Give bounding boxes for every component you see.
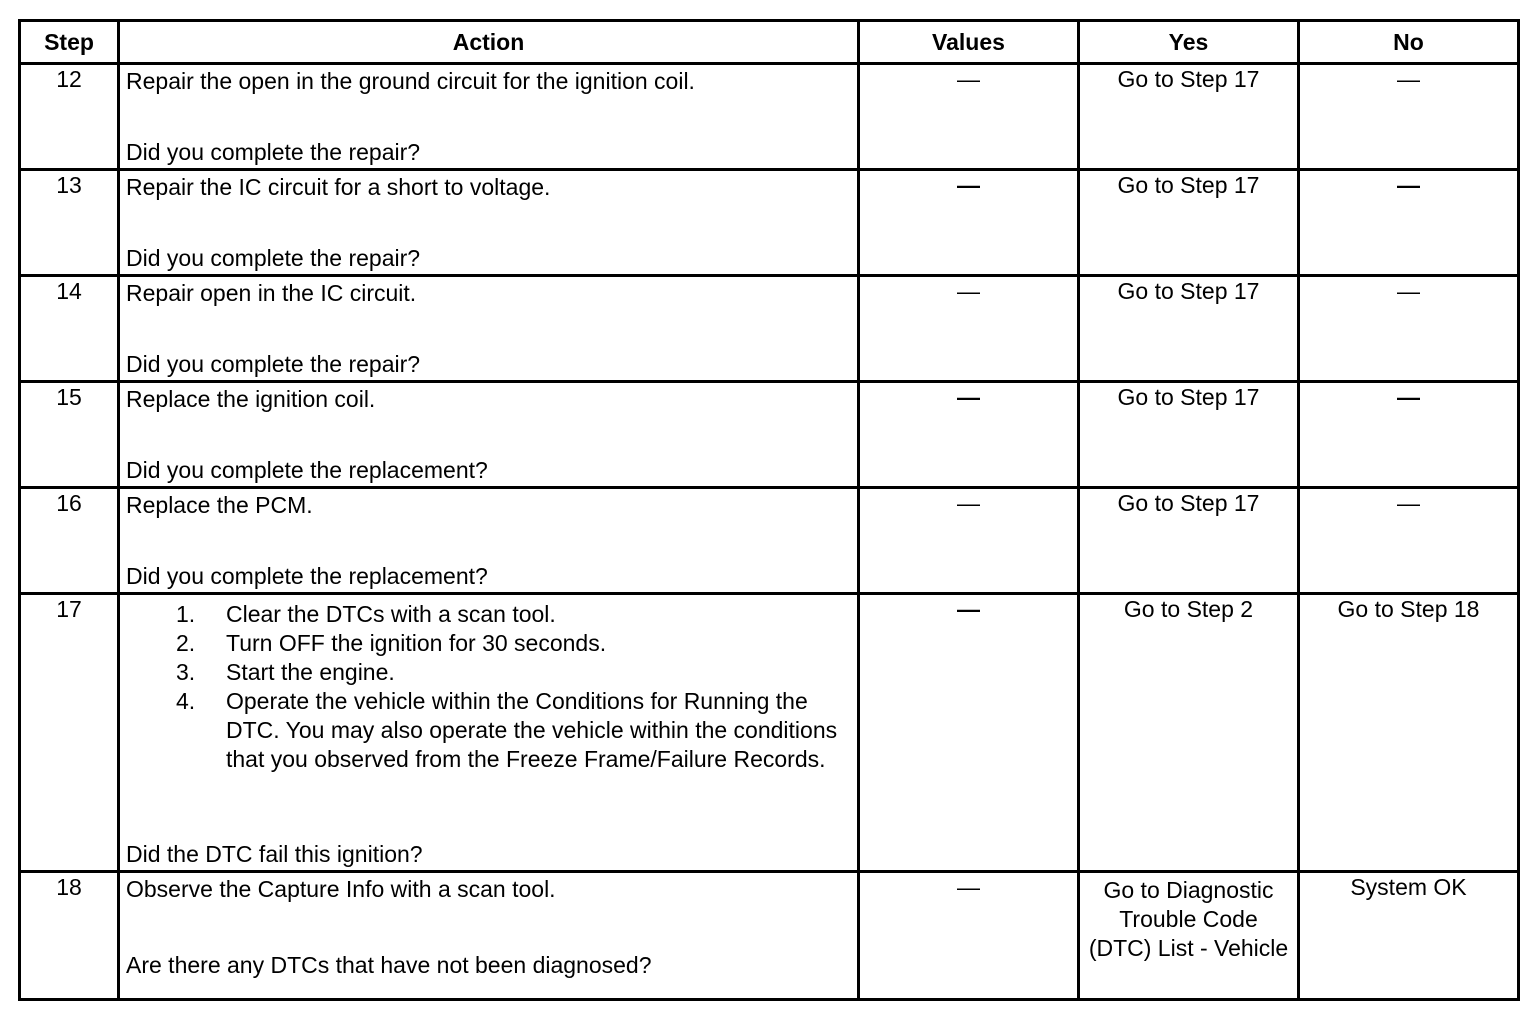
list-item [176,629,851,658]
list-item [176,600,851,629]
yes-cell: Go to Step 17 [1079,64,1299,170]
values-cell: — [859,170,1079,276]
yes-cell: Go to Step 17 [1079,170,1299,276]
no-cell: — [1299,382,1519,488]
table-row-step-13 [20,170,1519,276]
yes-cell: Go to Step 2 [1079,594,1299,872]
header-values: Values [859,21,1079,64]
values-cell: — [859,872,1079,1000]
action-cell [119,276,859,382]
list-item-text: Turn OFF the ignition for 30 seconds. [226,630,607,656]
action-cell [119,382,859,488]
action-question: Did you complete the repair? [126,351,421,377]
procedure-list [126,600,851,774]
list-item-text: Operate the vehicle within the Conditions for Running the DTC. You may also operate the vehicle within the conditions that you observed from the Freeze Frame/Failure Records. [226,688,838,772]
header-row [20,21,1519,64]
action-question: Did the DTC fail this ignition? [126,841,423,867]
list-item-number: 2. [176,630,196,656]
table-row-step-16 [20,488,1519,594]
step-number: 17 [20,594,119,872]
action-text: Observe the Capture Info with a scan tool. [126,876,556,902]
table-row-step-12 [20,64,1519,170]
action-cell [119,872,859,1000]
yes-cell: Go to Step 17 [1079,382,1299,488]
values-cell: — [859,382,1079,488]
action-question: Did you complete the replacement? [126,457,488,483]
no-cell: — [1299,64,1519,170]
action-question: Did you complete the repair? [126,139,421,165]
action-cell [119,170,859,276]
action-text: Repair the open in the ground circuit for the ignition coil. [126,68,695,94]
yes-cell: Go to Diagnostic Trouble Code (DTC) List - Vehicle [1079,872,1299,1000]
header-step: Step [20,21,119,64]
values-cell: — [859,594,1079,872]
list-item-text: Start the engine. [226,659,395,685]
table-row-step-14 [20,276,1519,382]
action-text: Repair the IC circuit for a short to voltage. [126,174,551,200]
step-number: 14 [20,276,119,382]
step-number: 12 [20,64,119,170]
table-row-step-18 [20,872,1519,1000]
values-cell: — [859,488,1079,594]
no-cell: Go to Step 18 [1299,594,1519,872]
action-cell [119,488,859,594]
list-item-number: 1. [176,601,196,627]
yes-cell: Go to Step 17 [1079,276,1299,382]
list-item-number: 4. [176,688,196,714]
table-row-step-15 [20,382,1519,488]
step-number: 18 [20,872,119,1000]
no-cell: — [1299,170,1519,276]
list-item-text: Clear the DTCs with a scan tool. [226,601,556,627]
list-item [176,658,851,687]
action-text: Replace the ignition coil. [126,386,376,412]
list-item [176,687,851,774]
action-cell [119,594,859,872]
action-question: Did you complete the replacement? [126,563,488,589]
header-action: Action [119,21,859,64]
no-cell: System OK [1299,872,1519,1000]
action-cell [119,64,859,170]
action-text: Replace the PCM. [126,492,313,518]
values-cell: — [859,276,1079,382]
yes-cell: Go to Step 17 [1079,488,1299,594]
step-number: 16 [20,488,119,594]
values-cell: — [859,64,1079,170]
list-item-number: 3. [176,659,196,685]
action-question: Did you complete the repair? [126,245,421,271]
step-number: 15 [20,382,119,488]
no-cell: — [1299,488,1519,594]
no-cell: — [1299,276,1519,382]
header-no: No [1299,21,1519,64]
header-yes: Yes [1079,21,1299,64]
action-text: Repair open in the IC circuit. [126,280,417,306]
diagnostic-table [18,19,1520,1001]
step-number: 13 [20,170,119,276]
action-question: Are there any DTCs that have not been diagnosed? [126,952,652,978]
table-row-step-17 [20,594,1519,872]
